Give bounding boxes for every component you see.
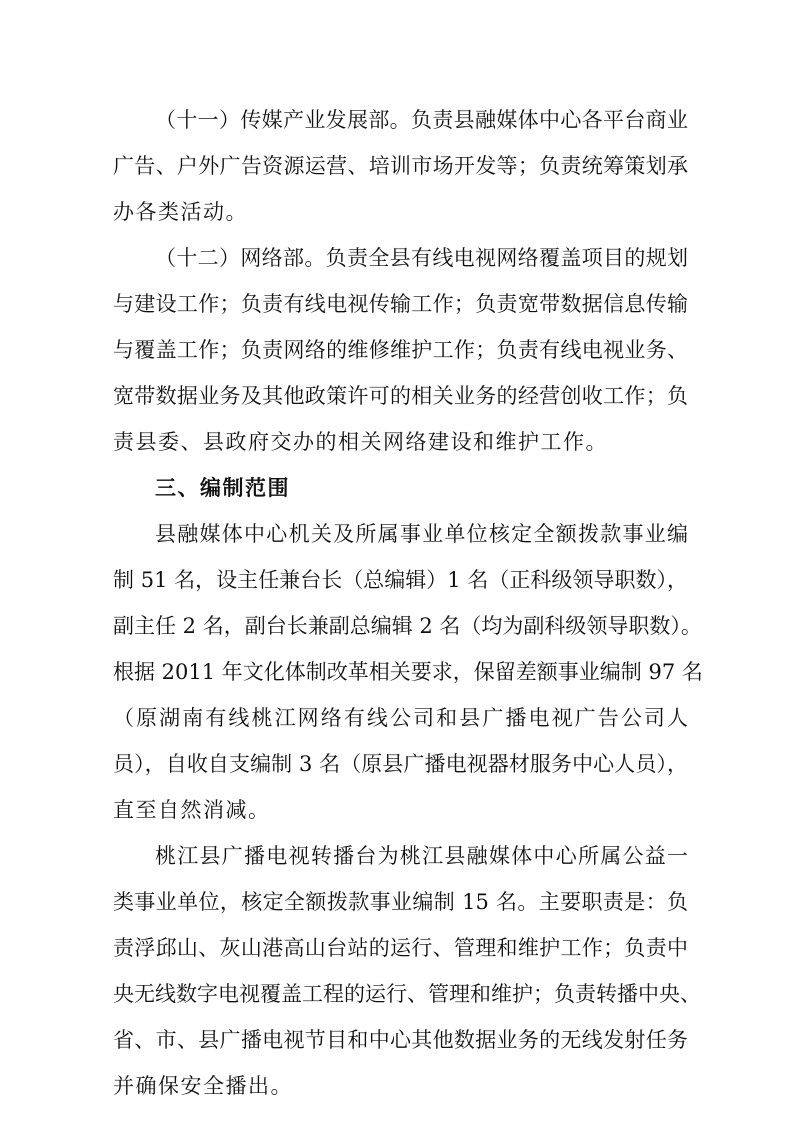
paragraph-media-industry-line-2: 广告、户外广告资源运营、培训市场开发等；负责统筹策划承 [113,154,688,178]
paragraph-network-line-3: 与覆盖工作；负责网络的维修维护工作；负责有线电视业务、 [113,338,688,362]
paragraph-media-industry-line-1: （十一）传媒产业发展部。负责县融媒体中心各平台商业 [155,108,688,132]
paragraph-relay-station-line-5: 省、市、县广播电视节目和中心其他数据业务的无线发射任务 [113,1028,688,1052]
paragraph-staffing-line-3: 副主任 2 名，副台长兼副总编辑 2 名（均为副科级领导职数）。 [113,614,702,638]
paragraph-relay-station-line-6: 并确保安全播出。 [113,1074,293,1098]
paragraph-staffing-line-1: 县融媒体中心机关及所属事业单位核定全额拨款事业编 [155,522,688,546]
section-heading-staffing-scope: 三、编制范围 [155,476,290,500]
paragraph-staffing-line-7: 直至自然消减。 [113,798,271,822]
paragraph-relay-station-line-2: 类事业单位，核定全额拨款事业编制 15 名。主要职责是：负 [113,890,688,914]
paragraph-staffing-line-6: 员），自收自支编制 3 名（原县广播电视器材服务中心人员）， [113,752,688,776]
paragraph-relay-station-line-4: 央无线数字电视覆盖工程的运行、管理和维护；负责转播中央、 [113,982,701,1006]
paragraph-network-line-4: 宽带数据业务及其他政策许可的相关业务的经营创收工作；负 [113,384,688,408]
paragraph-network-line-2: 与建设工作；负责有线电视传输工作；负责宽带数据信息传输 [113,292,688,316]
paragraph-network-line-5: 责县委、县政府交办的相关网络建设和维护工作。 [113,430,608,454]
paragraph-staffing-line-4: 根据 2011 年文化体制改革相关要求，保留差额事业编制 97 名 [113,660,703,684]
paragraph-media-industry-line-3: 办各类活动。 [113,200,248,224]
paragraph-staffing-line-5: （原湖南有线桃江网络有线公司和县广播电视广告公司人 [113,706,688,730]
paragraph-staffing-line-2: 制 51 名，设主任兼台长（总编辑）1 名（正科级领导职数）， [113,568,688,592]
paragraph-network-line-1: （十二）网络部。负责全县有线电视网络覆盖项目的规划 [155,246,688,270]
paragraph-relay-station-line-3: 责浮邱山、灰山港高山台站的运行、管理和维护工作；负责中 [113,936,688,960]
paragraph-relay-station-line-1: 桃江县广播电视转播台为桃江县融媒体中心所属公益一 [155,844,688,868]
